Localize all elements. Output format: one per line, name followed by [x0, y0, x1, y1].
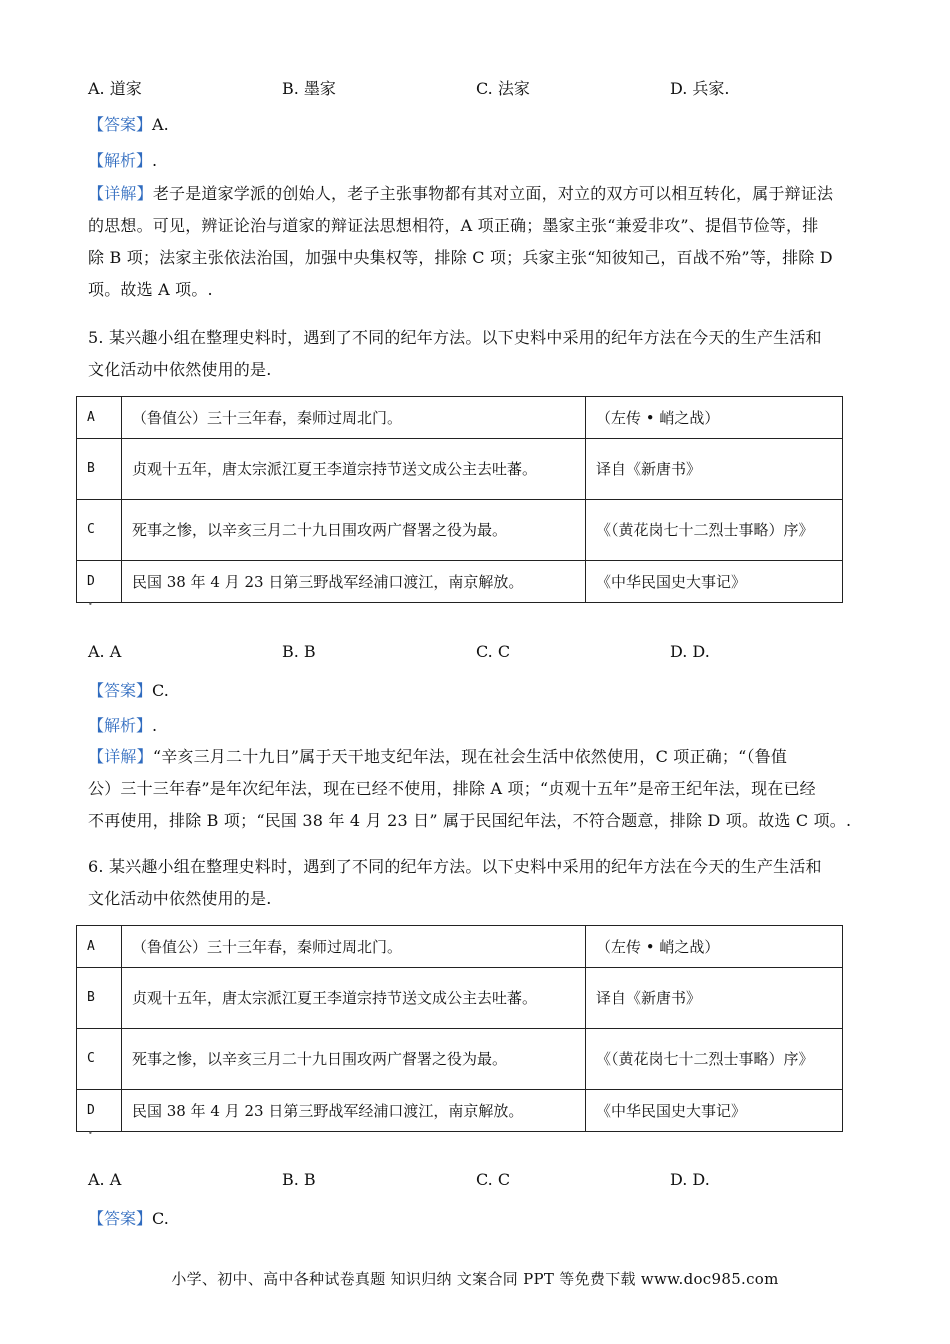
answer-tag: 【答案】	[88, 681, 153, 700]
row-text: （鲁值公）三十三年春，秦师过周北门。	[122, 397, 586, 439]
analysis-tag: 【解析】	[88, 151, 153, 170]
q6-stem-line-1: 6. 某兴趣小组在整理史料时，遇到了不同的纪年方法。以下史料中采用的纪年方法在今天的生产生活和	[88, 857, 822, 876]
q4-detail-line-3: 除 B 项；法家主张依法治国，加强中央集权等，排除 C 项；兵家主张“知彼知己，百战不殆”等，排除 D	[88, 248, 833, 267]
q5-stem	[88, 322, 868, 386]
q6-stem-line-2: 文化活动中依然使用的是.	[88, 889, 272, 908]
q4-option-c: C. 法家	[476, 79, 530, 98]
row-source: （左传 • 峭之战）	[586, 397, 843, 439]
q5-source-table	[76, 396, 843, 603]
q5-detail-line-3: 不再使用，排除 B 项；“民国 38 年 4 月 23 日” 属于民国纪年法，不符合题意，排除 D 项。故选 C 项。.	[88, 811, 852, 830]
q6-options	[88, 1170, 868, 1194]
row-source: 《中华民国史大事记》	[586, 561, 843, 603]
row-text: 贞观十五年，唐太宗派江夏王李道宗持节送文成公主去吐蕃。	[122, 968, 586, 1029]
row-text: （鲁值公）三十三年春，秦师过周北门。	[122, 926, 586, 968]
row-key: D	[77, 561, 122, 603]
q5-analysis	[88, 713, 157, 736]
row-key: A	[77, 397, 122, 439]
analysis-value: .	[152, 151, 158, 170]
q6-source-table	[76, 925, 843, 1132]
row-source: 译自《新唐书》	[586, 439, 843, 500]
analysis-value: .	[152, 716, 158, 735]
q6-stem	[88, 851, 868, 915]
q6-option-b: B. B	[282, 1170, 316, 1189]
q6-option-c: C. C	[476, 1170, 511, 1189]
row-key: B	[77, 439, 122, 500]
q5-answer	[88, 678, 169, 701]
row-text: 贞观十五年，唐太宗派江夏王李道宗持节送文成公主去吐蕃。	[122, 439, 586, 500]
q4-detail	[88, 178, 868, 306]
row-key: B	[77, 968, 122, 1029]
q4-answer	[88, 112, 169, 135]
row-source: （左传 • 峭之战）	[586, 926, 843, 968]
row-text: 死事之惨，以辛亥三月二十九日围攻两广督署之役为最。	[122, 500, 586, 561]
q6-answer	[88, 1206, 169, 1229]
q5-detail	[88, 741, 868, 837]
row-key: C	[77, 1029, 122, 1090]
row-key: D	[77, 1090, 122, 1132]
q4-detail-line-1: 【详解】老子是道家学派的创始人，老子主张事物都有其对立面，对立的双方可以相互转化，属于辩证法	[88, 184, 834, 203]
detail-tag: 【详解】	[88, 184, 153, 203]
answer-value: A.	[152, 115, 169, 134]
q4-detail-line-2: 的思想。可见，辨证论治与道家的辩证法思想相符，A 项正确；墨家主张“兼爱非攻”、提倡节俭等，排	[88, 216, 819, 235]
detail-tag: 【详解】	[88, 747, 153, 766]
table-row	[77, 926, 843, 968]
q5-option-c: C. C	[476, 642, 511, 661]
table-row	[77, 439, 843, 500]
table-row	[77, 1029, 843, 1090]
answer-tag: 【答案】	[88, 1209, 153, 1228]
q4-option-a: A. 道家	[88, 79, 142, 98]
table-end-mark: •	[88, 1129, 93, 1138]
row-source: 《（黄花岗七十二烈士事略）序》	[586, 1029, 843, 1090]
q5-detail-line-1: 【详解】“辛亥三月二十九日”属于天干地支纪年法，现在社会生活中依然使用，C 项正确；“（鲁值	[88, 747, 788, 766]
answer-tag: 【答案】	[88, 115, 153, 134]
row-key: A	[77, 926, 122, 968]
row-text: 民国 38 年 4 月 23 日第三野战军经浦口渡江，南京解放。	[122, 561, 586, 603]
q4-analysis	[88, 148, 157, 171]
q5-detail-line-2: 公）三十三年春”是年次纪年法，现在已经不使用，排除 A 项；“贞观十五年”是帝王纪年法，现在已经	[88, 779, 816, 798]
q4-option-d: D. 兵家.	[670, 79, 730, 98]
table-end-mark: •	[88, 600, 93, 609]
q6-option-d: D. D.	[670, 1170, 710, 1189]
page-footer: 小学、初中、高中各种试卷真题 知识归纳 文案合同 PPT 等免费下载 www.doc985.com	[171, 1270, 779, 1288]
answer-value: C.	[152, 1209, 169, 1228]
q4-option-b: B. 墨家	[282, 79, 336, 98]
q6-option-a: A. A	[88, 1170, 122, 1189]
row-text: 民国 38 年 4 月 23 日第三野战军经浦口渡江，南京解放。	[122, 1090, 586, 1132]
q5-stem-line-1: 5. 某兴趣小组在整理史料时，遇到了不同的纪年方法。以下史料中采用的纪年方法在今天的生产生活和	[88, 328, 822, 347]
q4-options	[88, 76, 868, 100]
q5-stem-line-2: 文化活动中依然使用的是.	[88, 360, 272, 379]
table-row	[77, 1090, 843, 1132]
row-key: C	[77, 500, 122, 561]
table-row	[77, 397, 843, 439]
row-source: 译自《新唐书》	[586, 968, 843, 1029]
row-source: 《（黄花岗七十二烈士事略）序》	[586, 500, 843, 561]
q4-detail-line-4: 项。故选 A 项。.	[88, 280, 213, 299]
q5-options	[88, 642, 868, 666]
row-text: 死事之惨，以辛亥三月二十九日围攻两广督署之役为最。	[122, 1029, 586, 1090]
q5-option-b: B. B	[282, 642, 316, 661]
q5-option-d: D. D.	[670, 642, 710, 661]
table-row	[77, 968, 843, 1029]
answer-value: C.	[152, 681, 169, 700]
analysis-tag: 【解析】	[88, 716, 153, 735]
q5-option-a: A. A	[88, 642, 122, 661]
table-row	[77, 500, 843, 561]
row-source: 《中华民国史大事记》	[586, 1090, 843, 1132]
table-row	[77, 561, 843, 603]
